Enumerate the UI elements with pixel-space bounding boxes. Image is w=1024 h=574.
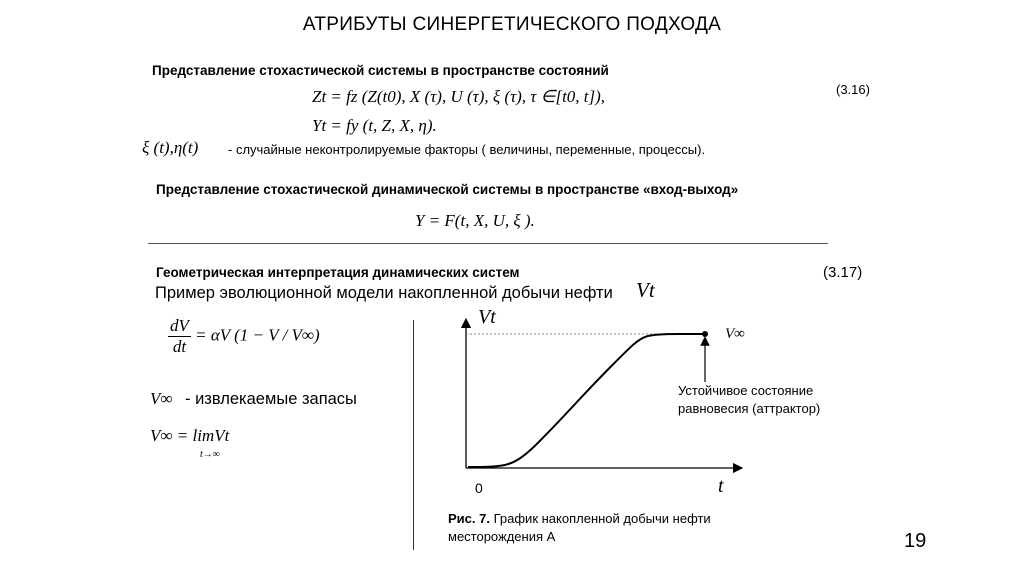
eq-number-316: (3.16) — [836, 82, 870, 97]
ode-numerator: dV — [170, 316, 189, 335]
attractor-annotation-line2: равновесия (аттрактор) — [678, 401, 821, 416]
limit-expression: V∞ = limVt — [150, 426, 230, 445]
vinf-description: - извлекаемые запасы — [185, 390, 357, 408]
section1-heading: Представление стохастической системы в пространстве состояний — [152, 63, 609, 78]
attractor-annotation-line1: Устойчивое состояние — [678, 383, 814, 398]
asymptote-label: V∞ — [725, 326, 745, 342]
eq-number-317: (3.17) — [823, 264, 863, 281]
section3-heading: Геометрическая интерпретация динамических систем — [156, 265, 520, 280]
random-factors-symbol: ξ (t),η(t) — [142, 138, 199, 157]
figure-caption-line1: График накопленной добычи нефти — [493, 511, 711, 526]
y-axis-label: Vt — [478, 306, 496, 328]
production-curve — [468, 334, 705, 467]
section2-heading: Представление стохастической динамической системы в пространстве «вход-выход» — [156, 182, 739, 197]
model-subtitle: Пример эволюционной модели накопленной добычи нефти — [155, 284, 613, 302]
figure-caption-line2: месторождения А — [448, 529, 556, 544]
page-title: АТРИБУТЫ СИНЕРГЕТИЧЕСКОГО ПОДХОДА — [302, 14, 722, 35]
random-factors-text: - случайные неконтролируемые факторы ( величины, переменные, процессы). — [228, 142, 706, 157]
state-equation-y: Yt = fy (t, Z, X, η). — [312, 116, 437, 135]
ode-rhs: = αV (1 − V / V∞) — [195, 325, 320, 345]
ode-denominator: dt — [172, 337, 187, 356]
x-axis-label: t — [718, 475, 724, 497]
input-output-equation: Y = F(t, X, U, ξ ). — [415, 211, 535, 230]
model-subtitle-symbol: Vt — [636, 278, 655, 302]
page-number: 19 — [904, 530, 927, 552]
figure-caption — [448, 511, 711, 526]
limit-subscript: t→∞ — [200, 449, 220, 460]
attractor-point — [702, 331, 708, 337]
vinf-symbol: V∞ — [150, 389, 173, 408]
origin-label: 0 — [475, 480, 483, 496]
figure-caption-prefix: Рис. 7. — [448, 511, 490, 526]
state-equation-z: Zt = fz (Z(t0), X (τ), U (τ), ξ (τ), τ ∈[t0, t]), — [312, 87, 606, 106]
